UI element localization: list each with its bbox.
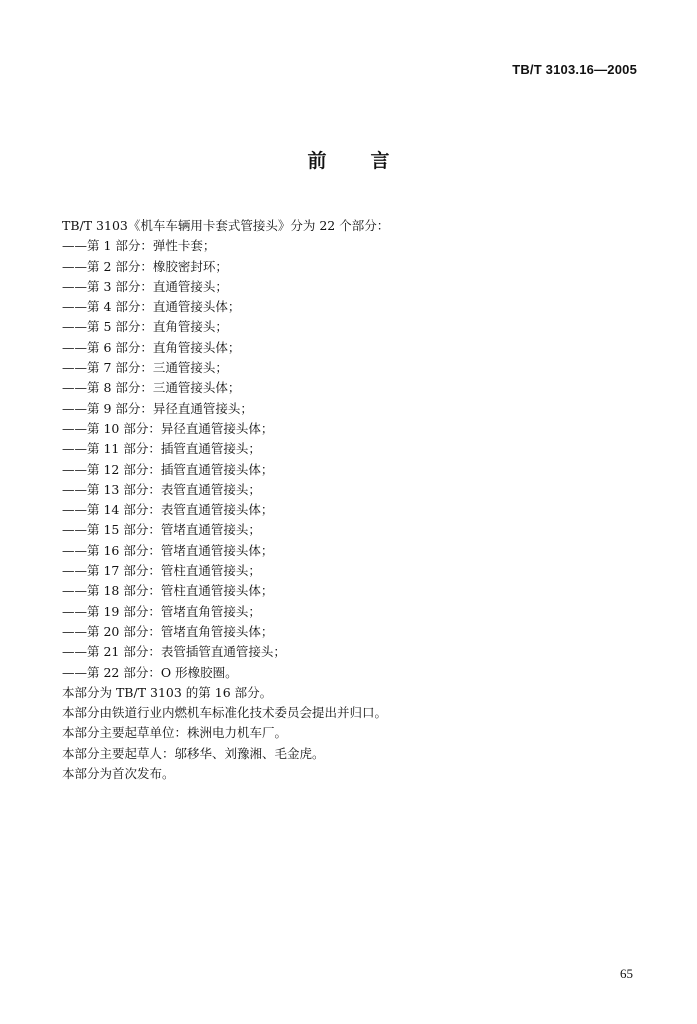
list-item: ——第 6 部分：直角管接头体；: [62, 339, 241, 355]
list-item: ——第 2 部分：橡胶密封环；: [62, 258, 228, 274]
list-item: ——第 14 部分：表管直通管接头体；: [62, 502, 274, 518]
note-line: 本部分为首次发布。: [62, 766, 175, 782]
list-item: ——第 13 部分：表管直通管接头；: [62, 481, 261, 497]
list-item: ——第 5 部分：直角管接头；: [62, 319, 228, 335]
list-item: ——第 7 部分：三通管接头；: [62, 360, 228, 376]
list-item: ——第 22 部分：O 形橡胶圈。: [62, 664, 238, 680]
page-number: 65: [620, 966, 633, 981]
list-item: ——第 16 部分：管堵直通管接头体；: [62, 542, 274, 558]
notes-block: [62, 683, 642, 784]
list-item: ——第 12 部分：插管直通管接头体；: [62, 461, 274, 477]
intro-line: TB/T 3103《机车车辆用卡套式管接头》分为 22 个部分：: [62, 218, 390, 233]
note-line: 本部分由铁道行业内燃机车标准化技术委员会提出并归口。: [62, 705, 388, 721]
list-item: ——第 17 部分：管柱直通管接头；: [62, 563, 261, 579]
list-item: ——第 4 部分：直通管接头体；: [62, 299, 241, 315]
list-item: ——第 21 部分：表管插管直通管接头；: [62, 644, 286, 660]
list-item: ——第 11 部分：插管直通管接头；: [62, 441, 261, 457]
list-item: ——第 9 部分：异径直通管接头；: [62, 400, 253, 416]
page-title: 前言: [307, 150, 434, 172]
note-line: 本部分主要起草人：邬移华、刘豫湘、毛金虎。: [62, 745, 325, 761]
note-line: 本部分主要起草单位：株洲电力机车厂。: [62, 725, 288, 741]
list-item: ——第 3 部分：直通管接头；: [62, 278, 228, 294]
list-item: ——第 8 部分：三通管接头体；: [62, 380, 241, 396]
list-item: ——第 20 部分：管堵直角管接头体；: [62, 623, 274, 639]
list-item: ——第 15 部分：管堵直通管接头；: [62, 522, 261, 538]
parts-list: [62, 236, 642, 683]
foreword-body: [62, 216, 642, 784]
list-item: ——第 10 部分：异径直通管接头体；: [62, 420, 274, 436]
list-item: ——第 1 部分：弹性卡套；: [62, 238, 216, 254]
list-item: ——第 19 部分：管堵直角管接头；: [62, 603, 261, 619]
list-item: ——第 18 部分：管柱直通管接头体；: [62, 583, 274, 599]
standard-code: TB/T 3103.16—2005: [512, 62, 637, 77]
note-line: 本部分为 TB/T 3103 的第 16 部分。: [62, 684, 273, 700]
